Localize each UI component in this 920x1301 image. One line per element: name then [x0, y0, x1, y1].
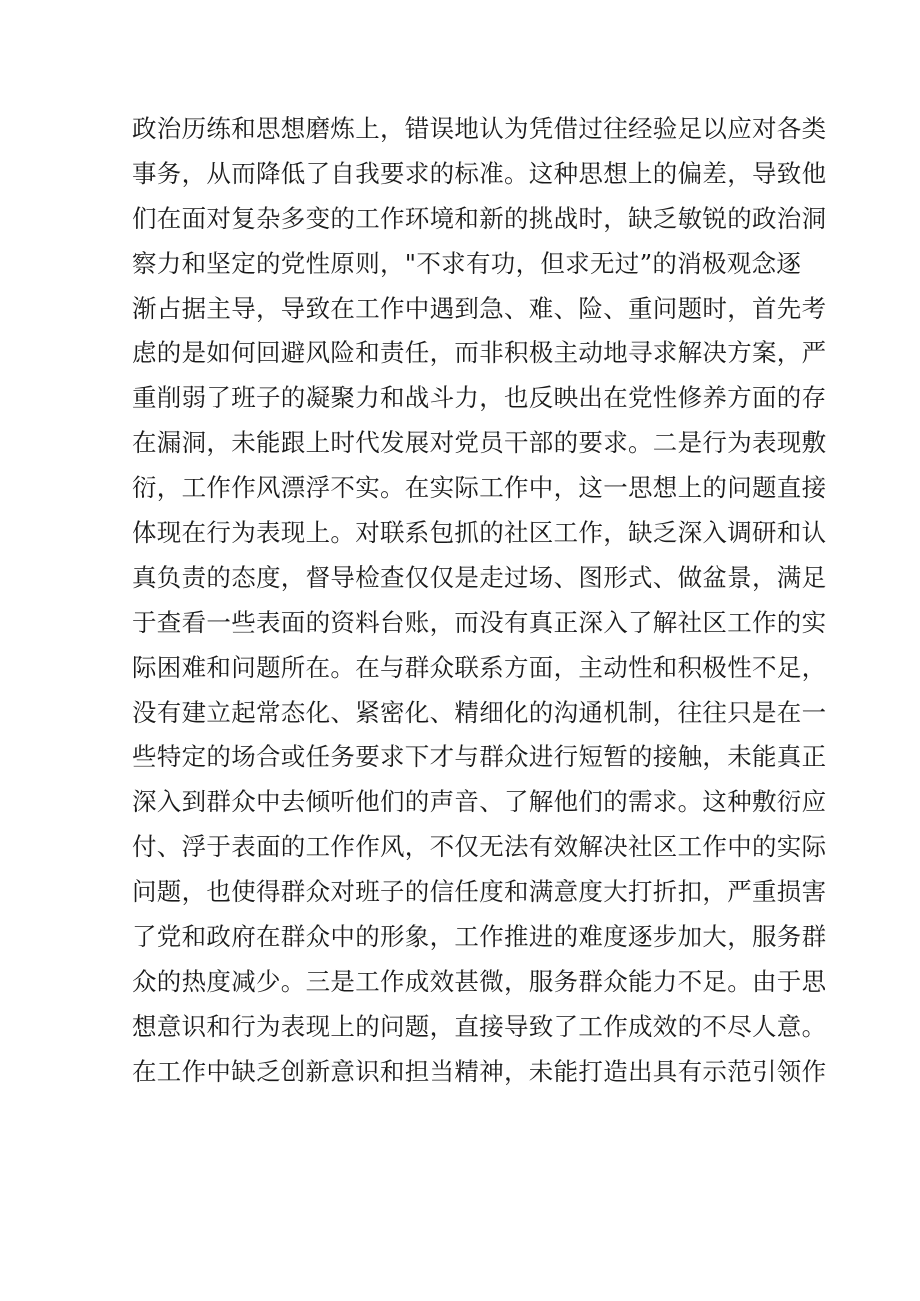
text-line: 察力和坚定的党性原则，"不求有功，但求无过”的消极观念逐 [132, 248, 802, 278]
text-line: 政治历练和思想磨炼上，错误地认为凭借过往经验足以应对各类 [132, 114, 827, 143]
body-text [132, 107, 827, 1095]
text-line: 没有建立起常态化、紧密化、精细化的沟通机制，往往只是在一 [132, 697, 827, 727]
text-line: 众的热度减少。三是工作成效甚微，服务群众能力不足。由于思 [132, 966, 827, 996]
text-line: 想意识和行为表现上的问题，直接导致了工作成效的不尽人意。 [132, 1011, 827, 1041]
text-line: 虑的是如何回避风险和责任，而非积极主动地寻求解决方案，严 [132, 338, 827, 368]
text-line: 渐占据主导，导致在工作中遇到急、难、险、重问题时，首先考 [132, 293, 827, 323]
text-line: 了党和政府在群众中的形象，工作推进的难度逐步加大，服务群 [132, 922, 827, 952]
text-line: 重削弱了班子的凝聚力和战斗力，也反映出在党性修养方面的存 [132, 383, 827, 413]
text-line: 们在面对复杂多变的工作环境和新的挑战时，缺乏敏锐的政治洞 [132, 203, 827, 233]
text-line: 在工作中缺乏创新意识和担当精神，未能打造出具有示范引领作 [132, 1056, 827, 1086]
text-line: 在漏洞，未能跟上时代发展对党员干部的要求。二是行为表现敷 [132, 428, 827, 458]
text-line: 于查看一些表面的资料台账，而没有真正深入了解社区工作的实 [132, 607, 827, 637]
text-line: 些特定的场合或任务要求下才与群众进行短暂的接触，未能真正 [132, 742, 827, 772]
text-line: 体现在行为表现上。对联系包抓的社区工作，缺乏深入调研和认 [132, 518, 827, 548]
text-line: 真负责的态度，督导检查仅仅是走过场、图形式、做盆景，满足 [132, 562, 827, 592]
text-line: 深入到群众中去倾听他们的声音、了解他们的需求。这种敷衍应 [132, 787, 827, 817]
text-line: 衍，工作作风漂浮不实。在实际工作中，这一思想上的问题直接 [132, 473, 827, 503]
text-line: 问题，也使得群众对班子的信任度和满意度大打折扣，严重损害 [132, 877, 827, 907]
text-line: 际困难和问题所在。在与群众联系方面，主动性和积极性不足， [132, 652, 827, 682]
text-line: 付、浮于表面的工作作风，不仅无法有效解决社区工作中的实际 [132, 832, 827, 862]
text-line: 事务，从而降低了自我要求的标准。这种思想上的偏差，导致他 [132, 158, 827, 188]
